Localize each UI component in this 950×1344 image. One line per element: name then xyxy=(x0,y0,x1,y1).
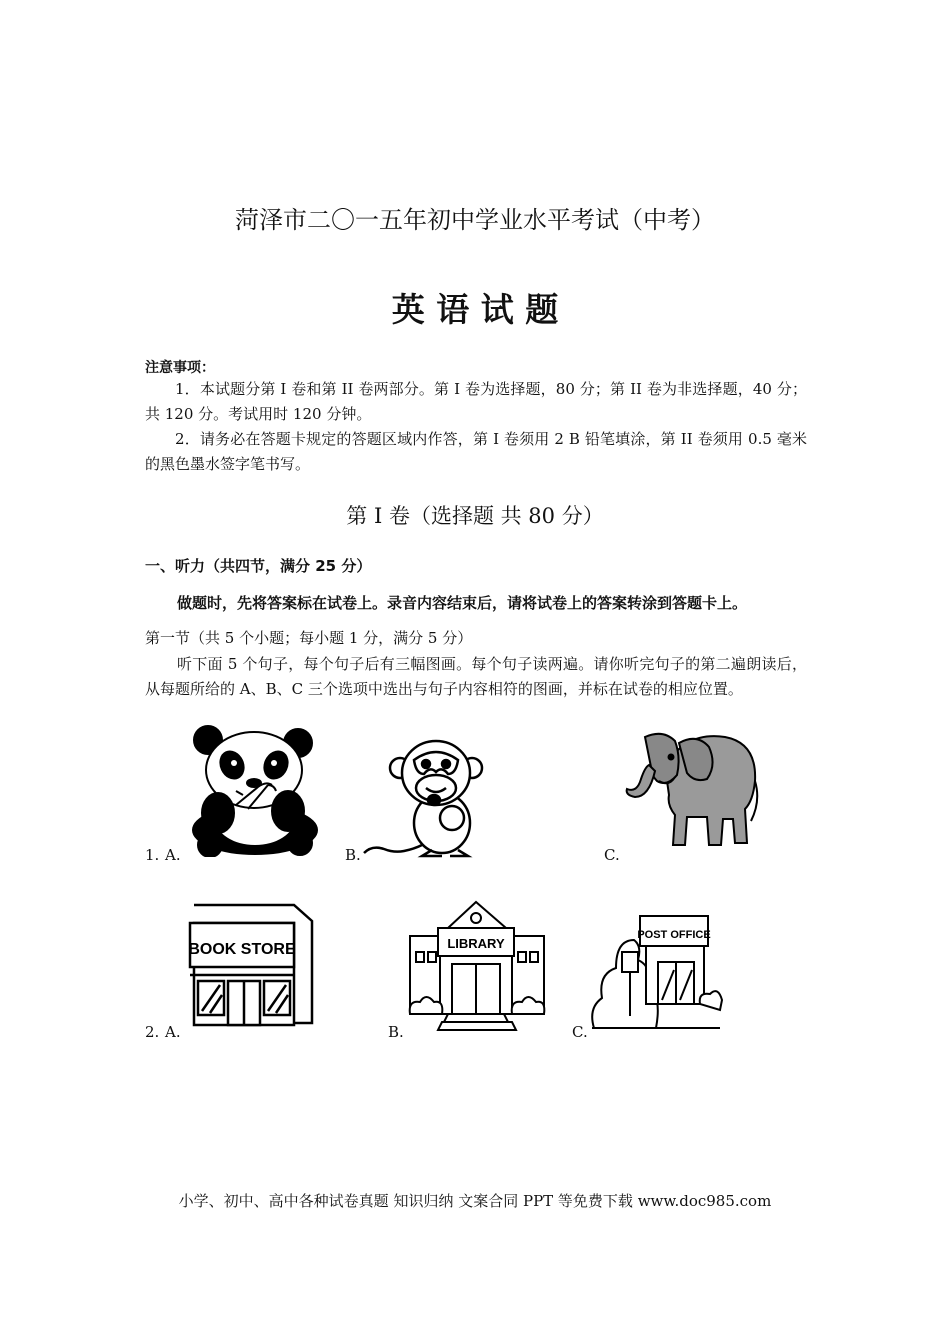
question-number: 1. xyxy=(145,846,160,864)
option-label-a: A. xyxy=(165,1023,181,1041)
library-icon xyxy=(408,898,548,1034)
panda-icon xyxy=(188,725,322,857)
bookstore-icon xyxy=(188,903,316,1031)
listening-instruction: 做题时，先将答案标在试卷上。录音内容结束后，请将试卷上的答案转涂到答题卡上。 xyxy=(177,594,748,612)
part1-description: 听下面 5 个句子，每个句子后有三幅图画。每个句子读两遍。请你听完句子的第二遍朗读后，从每题所给的 A、B、C 三个选项中选出与句子内容相符的图画，并标在试卷的相应位置。 xyxy=(145,655,807,698)
elephant-icon xyxy=(625,727,760,857)
subject-title: 英 语 试 题 xyxy=(391,290,559,329)
notice-heading: 注意事项： xyxy=(145,360,215,376)
post-office-icon xyxy=(590,906,726,1034)
section-title: 第 I 卷（选择题 共 80 分） xyxy=(346,504,604,528)
exam-title: 菏泽市二〇一五年初中学业水平考试（中考） xyxy=(235,206,715,234)
notice-item-1: 1．本试题分第 I 卷和第 II 卷两部分。第 I 卷为选择题，80 分；第 II 卷为非选择题，40 分；共 120 分。考试用时 120 分钟。 xyxy=(145,380,807,423)
listening-heading: 一、听力（共四节，满分 25 分） xyxy=(145,557,372,575)
option-label-c: C. xyxy=(604,846,620,864)
bookstore-sign: BOOK STORE xyxy=(188,941,296,958)
question-number: 2. xyxy=(145,1023,160,1041)
option-label-a: A. xyxy=(165,846,181,864)
part1-title: 第一节（共 5 个小题；每小题 1 分，满分 5 分） xyxy=(145,629,473,647)
option-label-c: C. xyxy=(572,1023,588,1041)
post-office-sign: POST OFFICE xyxy=(637,929,711,941)
monkey-icon xyxy=(362,738,492,860)
option-label-b: B. xyxy=(345,846,361,864)
option-label-b: B. xyxy=(388,1023,404,1041)
library-sign: LIBRARY xyxy=(447,936,505,951)
footer-text: 小学、初中、高中各种试卷真题 知识归纳 文案合同 PPT 等免费下载 www.doc985.com xyxy=(178,1192,772,1210)
notice-item-2: 2．请务必在答题卡规定的答题区域内作答，第 I 卷须用 2 B 铅笔填涂，第 II 卷须用 0.5 毫米的黑色墨水签字笔书写。 xyxy=(145,430,807,473)
